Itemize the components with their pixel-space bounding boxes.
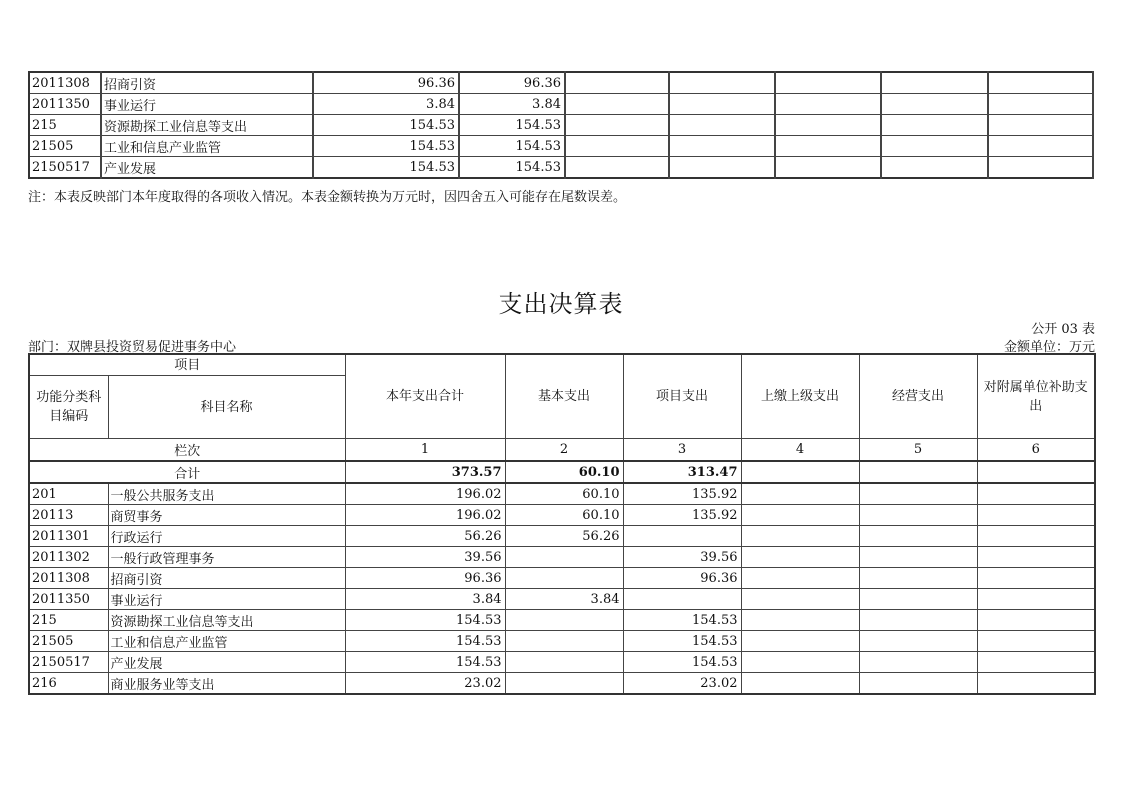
empty-cell (775, 136, 881, 157)
total-amount: 96.36 (313, 72, 459, 94)
total-amount: 373.57 (345, 461, 505, 483)
empty-cell (565, 72, 669, 94)
total-amount: 154.53 (345, 631, 505, 652)
empty-cell (988, 72, 1093, 94)
table-row (29, 157, 1093, 179)
subject-name: 事业运行 (108, 589, 345, 610)
subsidiary-amount (977, 652, 1095, 673)
header-col-project: 项目支出 (623, 354, 741, 439)
upper-amount (741, 483, 859, 505)
basic-amount: 56.26 (505, 526, 623, 547)
subject-name: 一般行政管理事务 (108, 547, 345, 568)
project-amount (623, 589, 741, 610)
total-basic: 60.10 (505, 461, 623, 483)
total-amount: 96.36 (345, 568, 505, 589)
total-amount: 196.02 (345, 505, 505, 526)
total-amount: 39.56 (345, 547, 505, 568)
subject-name: 事业运行 (101, 94, 313, 115)
total-amount: 154.53 (313, 157, 459, 179)
project-amount: 39.56 (623, 547, 741, 568)
empty-cell (669, 157, 775, 179)
index-5: 5 (859, 439, 977, 462)
subject-code: 2011308 (29, 72, 101, 94)
empty-cell (881, 157, 988, 179)
total-amount: 154.53 (313, 136, 459, 157)
upper-amount (741, 505, 859, 526)
empty-cell (565, 115, 669, 136)
department-label: 部门：双牌县投资贸易促进事务中心 (28, 340, 237, 355)
empty-cell (565, 157, 669, 179)
basic-amount: 3.84 (459, 94, 565, 115)
table-row (29, 94, 1093, 115)
upper-amount (741, 610, 859, 631)
amount-unit-label: 金额单位：万元 (1003, 340, 1095, 355)
subject-code: 215 (29, 610, 108, 631)
subject-code: 2011350 (29, 94, 101, 115)
table-row (29, 72, 1093, 94)
table-row (29, 136, 1093, 157)
subsidiary-amount (977, 526, 1095, 547)
empty-cell (565, 136, 669, 157)
index-1: 1 (345, 439, 505, 462)
subject-code: 21505 (29, 631, 108, 652)
empty-cell (775, 72, 881, 94)
table-row (29, 483, 1095, 505)
empty-cell (881, 94, 988, 115)
basic-amount: 3.84 (505, 589, 623, 610)
total-subsidiary (977, 461, 1095, 483)
index-3: 3 (623, 439, 741, 462)
subject-name: 招商引资 (108, 568, 345, 589)
header-col-subsidiary: 对附属单位补助支出 (977, 354, 1095, 439)
subsidiary-amount (977, 673, 1095, 695)
table-row (29, 547, 1095, 568)
header-col-total: 本年支出合计 (345, 354, 505, 439)
subject-name: 工业和信息产业监管 (108, 631, 345, 652)
empty-cell (881, 136, 988, 157)
upper-amount (741, 673, 859, 695)
subject-name: 产业发展 (108, 652, 345, 673)
row-index-label: 栏次 (29, 439, 345, 462)
basic-amount (505, 673, 623, 695)
subject-name: 工业和信息产业监管 (101, 136, 313, 157)
empty-cell (669, 136, 775, 157)
total-amount: 56.26 (345, 526, 505, 547)
header-col-business: 经营支出 (859, 354, 977, 439)
basic-amount: 60.10 (505, 505, 623, 526)
upper-amount (741, 547, 859, 568)
empty-cell (775, 157, 881, 179)
subject-code: 2011302 (29, 547, 108, 568)
basic-amount (505, 568, 623, 589)
project-amount: 135.92 (623, 483, 741, 505)
empty-cell (669, 94, 775, 115)
total-business (859, 461, 977, 483)
income-table-body (29, 72, 1093, 178)
business-amount (859, 652, 977, 673)
project-amount (623, 526, 741, 547)
total-project: 313.47 (623, 461, 741, 483)
empty-cell (881, 115, 988, 136)
subject-name: 招商引资 (101, 72, 313, 94)
subject-code: 201 (29, 483, 108, 505)
total-label: 合计 (29, 461, 345, 483)
subject-name: 行政运行 (108, 526, 345, 547)
total-amount: 3.84 (313, 94, 459, 115)
header-code: 功能分类科目编码 (29, 376, 108, 439)
subject-name: 产业发展 (101, 157, 313, 179)
upper-amount (741, 652, 859, 673)
empty-cell (775, 94, 881, 115)
basic-amount (505, 610, 623, 631)
index-4: 4 (741, 439, 859, 462)
subject-code: 216 (29, 673, 108, 695)
form-number: 公开 03 表 (1031, 322, 1095, 337)
subject-code: 2011350 (29, 589, 108, 610)
subsidiary-amount (977, 589, 1095, 610)
subsidiary-amount (977, 568, 1095, 589)
business-amount (859, 526, 977, 547)
subsidiary-amount (977, 505, 1095, 526)
subject-code: 2150517 (29, 157, 101, 179)
project-amount: 154.53 (623, 652, 741, 673)
subject-name: 商贸事务 (108, 505, 345, 526)
basic-amount (505, 652, 623, 673)
empty-cell (775, 115, 881, 136)
basic-amount: 154.53 (459, 136, 565, 157)
business-amount (859, 547, 977, 568)
subject-code: 2150517 (29, 652, 108, 673)
empty-cell (988, 136, 1093, 157)
total-amount: 154.53 (345, 610, 505, 631)
subject-code: 2011308 (29, 568, 108, 589)
header-col-basic: 基本支出 (505, 354, 623, 439)
table-row (29, 115, 1093, 136)
index-6: 6 (977, 439, 1095, 462)
total-upper (741, 461, 859, 483)
business-amount (859, 589, 977, 610)
table-row (29, 526, 1095, 547)
header-col-upper: 上缴上级支出 (741, 354, 859, 439)
project-amount: 154.53 (623, 610, 741, 631)
header-name: 科目名称 (108, 376, 345, 439)
subsidiary-amount (977, 483, 1095, 505)
basic-amount: 96.36 (459, 72, 565, 94)
empty-cell (881, 72, 988, 94)
empty-cell (565, 94, 669, 115)
empty-cell (669, 115, 775, 136)
subject-code: 21505 (29, 136, 101, 157)
subject-code: 20113 (29, 505, 108, 526)
subject-name: 商业服务业等支出 (108, 673, 345, 695)
project-amount: 96.36 (623, 568, 741, 589)
business-amount (859, 610, 977, 631)
business-amount (859, 568, 977, 589)
table-row (29, 568, 1095, 589)
table-row (29, 610, 1095, 631)
table-row (29, 589, 1095, 610)
project-amount: 154.53 (623, 631, 741, 652)
total-row (29, 461, 1095, 483)
index-2: 2 (505, 439, 623, 462)
upper-amount (741, 631, 859, 652)
header-item: 项目 (29, 354, 345, 376)
total-amount: 154.53 (313, 115, 459, 136)
subject-code: 2011301 (29, 526, 108, 547)
income-table-continuation (28, 71, 1094, 179)
table-row (29, 673, 1095, 695)
subject-name: 一般公共服务支出 (108, 483, 345, 505)
table-note: 注：本表反映部门本年度取得的各项收入情况。本表金额转换为万元时，因四舍五入可能存在尾数误差。 (28, 190, 627, 205)
upper-amount (741, 568, 859, 589)
subject-name: 资源勘探工业信息等支出 (101, 115, 313, 136)
subsidiary-amount (977, 610, 1095, 631)
table-row (29, 505, 1095, 526)
business-amount (859, 673, 977, 695)
basic-amount (505, 631, 623, 652)
subject-code: 215 (29, 115, 101, 136)
project-amount: 135.92 (623, 505, 741, 526)
empty-cell (988, 157, 1093, 179)
upper-amount (741, 526, 859, 547)
basic-amount (505, 547, 623, 568)
subject-name: 资源勘探工业信息等支出 (108, 610, 345, 631)
total-amount: 3.84 (345, 589, 505, 610)
total-amount: 154.53 (345, 652, 505, 673)
empty-cell (669, 72, 775, 94)
project-amount: 23.02 (623, 673, 741, 695)
total-amount: 196.02 (345, 483, 505, 505)
basic-amount: 60.10 (505, 483, 623, 505)
basic-amount: 154.53 (459, 157, 565, 179)
subsidiary-amount (977, 631, 1095, 652)
expenditure-table (28, 353, 1096, 695)
business-amount (859, 483, 977, 505)
basic-amount: 154.53 (459, 115, 565, 136)
page-title: 支出决算表 (498, 290, 624, 318)
empty-cell (988, 94, 1093, 115)
total-amount: 23.02 (345, 673, 505, 695)
business-amount (859, 631, 977, 652)
table-row (29, 652, 1095, 673)
upper-amount (741, 589, 859, 610)
table-row (29, 631, 1095, 652)
empty-cell (988, 115, 1093, 136)
business-amount (859, 505, 977, 526)
subsidiary-amount (977, 547, 1095, 568)
expenditure-table-body (29, 483, 1095, 694)
